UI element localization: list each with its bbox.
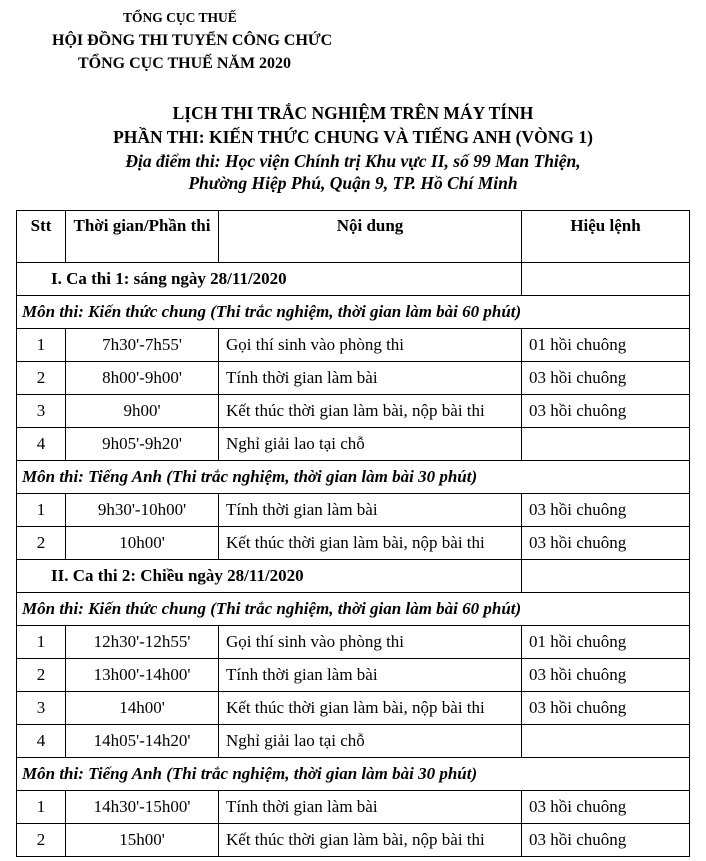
session-row	[17, 263, 690, 296]
table-row	[17, 626, 690, 659]
table-row	[17, 329, 690, 362]
subject-title: Môn thi: Tiếng Anh (Thi trắc nghiệm, thời gian làm bài 30 phút)	[17, 461, 690, 494]
signal-cell: 01 hồi chuông	[522, 626, 690, 659]
signal-cell: 03 hồi chuông	[522, 824, 690, 857]
stt-cell: 2	[17, 362, 66, 395]
content-cell: Tính thời gian làm bài	[219, 494, 522, 527]
subject-title: Môn thi: Kiến thức chung (Thi trắc nghiệm, thời gian làm bài 60 phút)	[17, 296, 690, 329]
signal-cell: 03 hồi chuông	[522, 527, 690, 560]
column-header-stt: Stt	[17, 211, 66, 263]
content-cell: Kết thúc thời gian làm bài, nộp bài thi	[219, 527, 522, 560]
content-cell: Tính thời gian làm bài	[219, 362, 522, 395]
time-cell: 14h05'-14h20'	[66, 725, 219, 758]
subject-row	[17, 593, 690, 626]
stt-cell: 1	[17, 329, 66, 362]
content-cell: Tính thời gian làm bài	[219, 791, 522, 824]
time-cell: 10h00'	[66, 527, 219, 560]
agency-name: TỔNG CỤC THUẾ	[123, 10, 237, 25]
table-row	[17, 395, 690, 428]
document-title: LỊCH THI TRẮC NGHIỆM TRÊN MÁY TÍNH	[172, 103, 534, 123]
time-cell: 14h30'-15h00'	[66, 791, 219, 824]
table-row	[17, 494, 690, 527]
time-cell: 13h00'-14h00'	[66, 659, 219, 692]
table-row	[17, 692, 690, 725]
signal-cell: 01 hồi chuông	[522, 329, 690, 362]
session-title: II. Ca thi 2: Chiều ngày 28/11/2020	[17, 560, 522, 593]
stt-cell: 3	[17, 692, 66, 725]
column-header-content: Nội dung	[219, 211, 522, 263]
content-cell: Gọi thí sinh vào phòng thi	[219, 329, 522, 362]
time-cell: 15h00'	[66, 824, 219, 857]
session-row	[17, 560, 690, 593]
table-row	[17, 428, 690, 461]
time-cell: 9h30'-10h00'	[66, 494, 219, 527]
table-body	[17, 263, 690, 857]
session-signal-cell	[522, 560, 690, 593]
content-cell: Kết thúc thời gian làm bài, nộp bài thi	[219, 824, 522, 857]
signal-cell: 03 hồi chuông	[522, 692, 690, 725]
council-name-line2: TỔNG CỤC THUẾ NĂM 2020	[78, 55, 292, 72]
column-header-signal: Hiệu lệnh	[522, 211, 690, 263]
content-cell: Gọi thí sinh vào phòng thi	[219, 626, 522, 659]
subject-title: Môn thi: Tiếng Anh (Thi trắc nghiệm, thời gian làm bài 30 phút)	[17, 758, 690, 791]
signal-cell: 03 hồi chuông	[522, 659, 690, 692]
exam-schedule-table	[16, 210, 690, 857]
stt-cell: 3	[17, 395, 66, 428]
table-row	[17, 659, 690, 692]
document-subtitle: PHẦN THI: KIẾN THỨC CHUNG VÀ TIẾNG ANH (VÒNG 1)	[113, 127, 593, 147]
stt-cell: 2	[17, 527, 66, 560]
time-cell: 8h00'-9h00'	[66, 362, 219, 395]
stt-cell: 4	[17, 725, 66, 758]
session-signal-cell	[522, 263, 690, 296]
time-cell: 12h30'-12h55'	[66, 626, 219, 659]
content-cell: Nghỉ giải lao tại chỗ	[219, 725, 522, 758]
table-row	[17, 527, 690, 560]
signal-cell	[522, 725, 690, 758]
content-cell: Tính thời gian làm bài	[219, 659, 522, 692]
table-header-row	[17, 211, 690, 263]
signal-cell: 03 hồi chuông	[522, 362, 690, 395]
subject-row	[17, 461, 690, 494]
stt-cell: 4	[17, 428, 66, 461]
table-row	[17, 725, 690, 758]
signal-cell: 03 hồi chuông	[522, 791, 690, 824]
stt-cell: 1	[17, 791, 66, 824]
stt-cell: 2	[17, 659, 66, 692]
subject-row	[17, 296, 690, 329]
session-title: I. Ca thi 1: sáng ngày 28/11/2020	[17, 263, 522, 296]
signal-cell: 03 hồi chuông	[522, 494, 690, 527]
table-row	[17, 362, 690, 395]
location-line2: Phường Hiệp Phú, Quận 9, TP. Hồ Chí Minh	[188, 173, 518, 193]
signal-cell: 03 hồi chuông	[522, 395, 690, 428]
time-cell: 9h00'	[66, 395, 219, 428]
table-row	[17, 791, 690, 824]
stt-cell: 1	[17, 494, 66, 527]
column-header-time: Thời gian/Phần thi	[66, 211, 219, 263]
content-cell: Kết thúc thời gian làm bài, nộp bài thi	[219, 692, 522, 725]
content-cell: Nghỉ giải lao tại chỗ	[219, 428, 522, 461]
content-cell: Kết thúc thời gian làm bài, nộp bài thi	[219, 395, 522, 428]
time-cell: 14h00'	[66, 692, 219, 725]
location-line1: Địa điểm thi: Học viện Chính trị Khu vực II, số 99 Man Thiện,	[125, 151, 581, 171]
time-cell: 7h30'-7h55'	[66, 329, 219, 362]
signal-cell	[522, 428, 690, 461]
subject-row	[17, 758, 690, 791]
stt-cell: 2	[17, 824, 66, 857]
table-row	[17, 824, 690, 857]
stt-cell: 1	[17, 626, 66, 659]
council-name-line1: HỘI ĐỒNG THI TUYỂN CÔNG CHỨC	[52, 32, 333, 49]
time-cell: 9h05'-9h20'	[66, 428, 219, 461]
subject-title: Môn thi: Kiến thức chung (Thi trắc nghiệm, thời gian làm bài 60 phút)	[17, 593, 690, 626]
